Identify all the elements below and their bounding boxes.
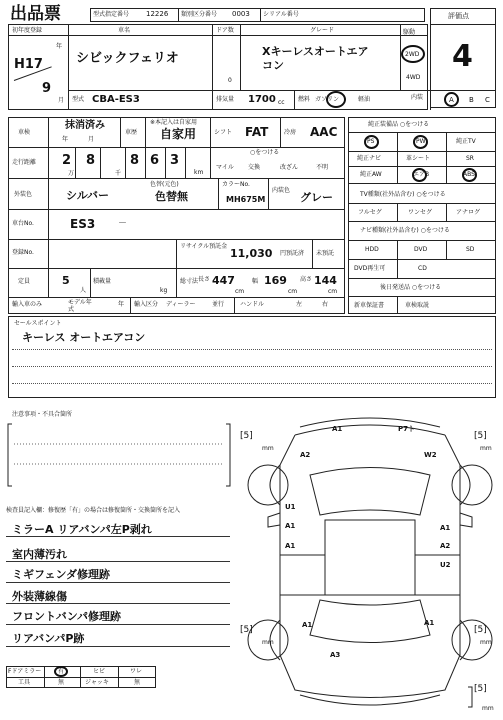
jack-value: 無 <box>134 679 141 686</box>
header-id-row <box>90 8 425 22</box>
color-change-value: 色替無 <box>155 190 188 203</box>
car-name-label: 車名 <box>118 27 131 34</box>
scratch-label: ヒビ <box>93 668 106 675</box>
equip-tv: 純正TV <box>456 138 476 145</box>
type-no-value: 12226 <box>146 10 169 18</box>
sales-point-box <box>8 316 496 398</box>
import-label: 輸入車のみ <box>12 301 43 308</box>
damage-right-a2: A2 <box>440 542 451 550</box>
height-value: 144 <box>314 274 337 287</box>
shift-label: シフト <box>214 129 233 136</box>
interior-color-value: グレー <box>300 191 333 204</box>
tv-analog: アナログ <box>456 209 481 216</box>
ac-value: AAC <box>310 125 338 139</box>
crack-label: ワレ <box>130 668 143 675</box>
mileage-digit-1: 2 <box>62 153 72 168</box>
equip-airbag: エアB <box>413 171 430 178</box>
mileage-digit-4: 6 <box>150 153 160 168</box>
remark-3: ミギフェンダ修理跡 <box>12 568 111 581</box>
tool-value: 無 <box>58 679 65 686</box>
sales-point-text: キーレス オートエアコン <box>22 331 146 344</box>
after-warranty: 新車保証書 <box>354 302 385 309</box>
mileage-digit-3: 8 <box>130 153 140 168</box>
shaken-value: 抹消済み <box>65 120 105 131</box>
handle-right: 右 <box>322 301 329 308</box>
model-value: CBA-ES3 <box>92 94 140 105</box>
mileage-label: 走行距離 <box>12 159 37 166</box>
fuel-gasoline-circle <box>326 91 346 108</box>
grade-line-2: コン <box>262 59 284 72</box>
tv-one-seg: ワンセグ <box>408 209 433 216</box>
size-label: 総寸法 <box>180 278 199 285</box>
handle-left: 左 <box>296 301 303 308</box>
equip-abs-circle <box>462 168 477 182</box>
remark-2: 室内薄汚れ <box>12 548 67 561</box>
import-dealer: ディーラー <box>166 301 196 308</box>
equip-pw-circle <box>413 135 428 149</box>
mile-label: マイル <box>216 164 234 171</box>
chassis-value: ES3 <box>70 217 96 231</box>
import-division-label: 輸入区分 <box>134 301 159 308</box>
chassis-label: 車台No. <box>12 220 34 227</box>
equipment-title: 純正装備品 ○をつける <box>368 121 430 128</box>
equip-sr: SR <box>466 155 474 162</box>
tyre-rl-depth: [5] <box>240 625 253 635</box>
import-parallel: 並行 <box>212 301 225 308</box>
sheet-title: 出品票 <box>10 4 61 24</box>
fuel-label: 燃料 <box>298 96 311 103</box>
drive-2wd: 2WD <box>405 51 420 58</box>
drive-4wd: 4WD <box>406 74 421 81</box>
notes-label: 注意事項・不具合箇所 <box>12 411 73 418</box>
remark-6: リアバンパP跡 <box>12 632 85 645</box>
width-value: 169 <box>264 274 287 287</box>
color-change-label: 色替(元色) <box>150 181 179 188</box>
color-label: 外装色 <box>14 191 33 198</box>
usage-note: ※本記入は自家用 <box>150 119 198 126</box>
mileage-digit-2: 8 <box>86 153 96 168</box>
navi-hdd: HDD <box>365 246 379 253</box>
damage-left-a1-1: A1 <box>285 522 296 530</box>
shaken-label: 車検 <box>18 129 31 136</box>
registration-label: 登録No. <box>12 249 34 256</box>
damage-front-a1: A1 <box>332 425 343 433</box>
door-mirror-label: Fドアミラー <box>8 668 42 675</box>
grade-line-1: Xキーレスオートエア <box>262 45 369 58</box>
equip-abs: ABS <box>463 171 475 178</box>
handle-label: ハンドル <box>240 301 265 308</box>
doors-label: ドア数 <box>216 27 234 34</box>
equip-ps-circle <box>364 135 379 149</box>
recycle-included: 円預託済 <box>280 250 305 257</box>
mileage-tamper: 改ざん <box>280 164 299 171</box>
mileage-option-note: ○をつける <box>250 149 280 156</box>
serial-no-label: シリアル番号 <box>263 11 299 18</box>
tv-type-title: TV種類(社外品含む) ○をつける <box>360 191 446 198</box>
navi-sd: SD <box>466 246 475 253</box>
usage-value: 自家用 <box>160 127 197 141</box>
damage-rear-a3: A3 <box>330 651 341 659</box>
tyre-fr-depth: [5] <box>474 431 487 441</box>
capacity-value: 5 <box>62 274 70 287</box>
damage-rear-right-a1: A1 <box>424 619 435 627</box>
car-name-value: シビックフェリオ <box>76 51 179 66</box>
load-label: 積載量 <box>93 278 112 285</box>
score-label: 評価点 <box>448 12 469 20</box>
tyre-rr-depth: [5] <box>474 625 487 635</box>
length-value: 447 <box>212 274 235 287</box>
doors-digit: 0 <box>228 77 232 84</box>
damage-right-a1: A1 <box>440 524 451 532</box>
type-no-label: 型式指定番号 <box>93 11 130 18</box>
equip-pw: PW <box>416 138 426 145</box>
color-code-label: カラーNo. <box>222 181 250 188</box>
first-reg-label: 初年度登録 <box>12 27 43 34</box>
tyre-fl-depth: [5] <box>240 431 253 441</box>
equip-aw: 純正AW <box>360 171 382 178</box>
interior-c: C <box>485 96 490 104</box>
damage-right-u2: U2 <box>440 561 451 569</box>
score-value: 4 <box>452 39 473 74</box>
mileage-digit-5: 3 <box>170 153 180 168</box>
usage-label: 車歴 <box>125 129 138 136</box>
navi-type-title: ナビ種類(社外品含む) ○をつける <box>360 227 450 234</box>
mileage-swap: 交換 <box>248 164 261 171</box>
interior-a: A <box>449 96 454 104</box>
remark-5: フロントバンパ修理跡 <box>12 610 122 623</box>
after-manual: 車検取説 <box>405 302 430 309</box>
recycle-value: 11,030 <box>230 247 273 260</box>
equip-leather: 革シート <box>406 155 431 162</box>
shift-value: FAT <box>245 125 269 139</box>
damage-rear-left-a1: A1 <box>302 621 313 629</box>
displacement-label: 排気量 <box>216 96 235 103</box>
tool-label: 工具 <box>18 679 31 686</box>
damage-right-w2: W2 <box>424 451 437 459</box>
displacement-value: 1700 <box>248 94 276 105</box>
first-reg-era: H17 <box>14 57 43 72</box>
grade-label: グレード <box>310 27 335 34</box>
model-year-label: モデル年式 <box>68 299 92 313</box>
damage-left-a1-2: A1 <box>285 542 296 550</box>
color-code-value: MH675M <box>226 195 266 204</box>
capacity-label: 定員 <box>18 278 31 285</box>
remark-1: ミラーA リアバンパ左P剥れ <box>12 523 152 536</box>
recycle-not: 未預託 <box>316 250 335 257</box>
dvd-player: DVD再生可 <box>354 265 386 272</box>
class-no-value: 0003 <box>232 10 250 18</box>
after-items-title: 後日発送品 ○をつける <box>380 284 442 291</box>
notes-bracket <box>6 422 232 488</box>
fuel-light: 軽油 <box>358 96 371 103</box>
color-value: シルバー <box>66 189 109 202</box>
mileage-unknown: 不明 <box>316 164 329 171</box>
model-label: 型式 <box>72 96 85 103</box>
tv-full-seg: フルセグ <box>358 209 382 216</box>
drive-2wd-circle <box>401 45 425 63</box>
first-reg-month: 9 <box>42 81 52 96</box>
interior-b: B <box>469 96 474 104</box>
tyre-spare-depth: [5] <box>474 684 487 694</box>
remark-4: 外装薄線傷 <box>12 590 67 603</box>
equip-ps: PS <box>367 138 375 145</box>
ac-label: 冷房 <box>284 129 297 136</box>
notes-box <box>6 422 232 488</box>
door-mirror-circle <box>54 666 68 677</box>
equip-navi: 純正ナビ <box>357 155 382 162</box>
jack-label: ジャッキ <box>85 679 109 686</box>
equip-airbag-circle <box>412 168 430 182</box>
sales-point-label: セールスポイント <box>14 320 62 327</box>
damage-left-u1: U1 <box>285 503 296 511</box>
interior-label: 内装 <box>411 94 424 101</box>
inspector-label: 検査員記入欄：修復歴「有」の場合は修復箇所・交換箇所を記入 <box>6 507 181 514</box>
navi-cd: CD <box>418 265 427 272</box>
damage-left-a2: A2 <box>300 451 311 459</box>
damage-front-p7: P7ト <box>398 425 416 433</box>
car-damage-diagram <box>240 405 503 715</box>
interior-a-circle <box>444 92 459 107</box>
navi-dvd: DVD <box>414 246 428 253</box>
interior-color-label: 内装色 <box>272 187 291 194</box>
door-mirror-value: 有 <box>58 668 65 675</box>
recycle-label: リサイクル預託金 <box>180 243 228 250</box>
class-no-label: 類別区分番号 <box>181 11 218 18</box>
drive-label: 駆動 <box>403 29 416 36</box>
fuel-gasoline: ガソリン <box>315 96 340 103</box>
